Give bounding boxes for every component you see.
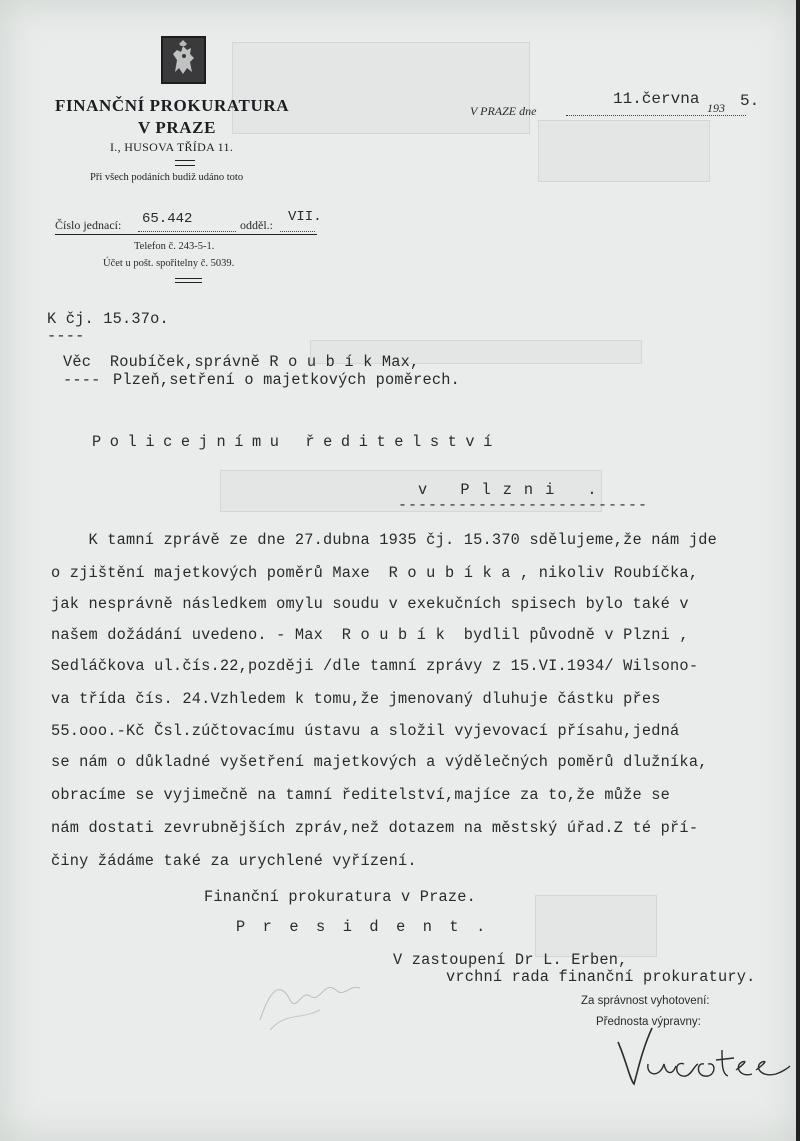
date-year-suffix: 5. (740, 92, 760, 110)
body-line: o zjištění majetkových poměrů Maxe R o u b í k a , nikoliv Roubíčka, (51, 564, 699, 582)
closing-office: Finanční prokuratura v Praze. (204, 888, 477, 906)
show-through-mark (232, 42, 530, 134)
letter-reference: K čj. 15.37o. (47, 310, 169, 328)
verification-line-1: Za správnost vyhotovení: (581, 995, 710, 1007)
date-value: 11.června (613, 90, 700, 108)
subject-line-2: Plzeň,setření o majetkových poměrech. (113, 371, 461, 389)
office-name: FINANČNÍ PROKURATURA (55, 96, 290, 115)
addressee-line-1: Policejnímu ředitelství (92, 433, 501, 451)
show-through-mark (535, 895, 657, 957)
date-year-prefix: 193 (707, 101, 725, 115)
verification-line-2: Přednosta výpravny: (596, 1016, 701, 1028)
reference-label: Číslo jednací: (55, 218, 122, 232)
addressee-underline: ------------------------- (398, 497, 649, 514)
header-divider-bottom (175, 278, 202, 283)
reference-number: 65.442 (142, 211, 193, 227)
office-city: V PRAZE (138, 118, 217, 137)
office-address: I., HUSOVA TŘÍDA 11. (110, 140, 234, 154)
body-line: va třída čís. 24.Vzhledem k tomu,že jmenovaný dluhuje částku přes (51, 690, 661, 708)
date-label: V PRAZE dne (470, 104, 537, 118)
header-divider (175, 160, 195, 166)
coat-of-arms-icon (161, 36, 206, 84)
letter-reference-dashes: ---- (47, 327, 85, 345)
signature-line-1: V zastoupení Dr L. Erben, (393, 951, 628, 969)
show-through-mark (538, 120, 710, 182)
pencil-scribble (250, 960, 370, 1040)
body-line: K tamní zprávě ze dne 27.dubna 1935 čj. 15.370 sdělujeme,že nám jde (51, 531, 717, 549)
body-line: se nám o důkladné vyšetření majetkových a výdělečných poměrů dlužníka, (51, 753, 708, 771)
signature-line-2: vrchní rada finanční prokuratury. (446, 968, 756, 986)
phone-number: Telefon č. 243-5-1. (134, 241, 215, 252)
department-number: VII. (288, 209, 322, 225)
body-line: Sedláčkova ul.čís.22,později /dle tamní zprávy z 15.VI.1934/ Wilsono- (51, 657, 699, 675)
body-line: obracíme se vyjimečně na tamní ředitelství,majíce za to,že může se (51, 786, 671, 804)
closing-president: President. (236, 918, 503, 936)
header-note: Při všech podáních budiž udáno toto (90, 172, 244, 183)
department-label: odděl.: (240, 218, 273, 232)
body-line: 55.ooo.-Kč Čsl.zúčtovacímu ústavu a složil vyjevovací přísahu,jedná (51, 722, 680, 740)
body-line: našem dožádání uvedeno. - Max R o u b í k bydlil původně v Plzni , (51, 626, 689, 644)
subject-dashes-2: ---- (63, 371, 101, 389)
reference-underline (55, 234, 317, 235)
body-line: nám dostati zevrubnějších zpráv,než dotazem na městský úřad.Z té pří- (51, 819, 699, 837)
department-dotline (280, 231, 315, 232)
reference-dotline (138, 231, 236, 232)
handwritten-signature (612, 1020, 792, 1090)
addressee-line-2: v Plzni . (418, 481, 609, 499)
body-line: činy žádáme také za urychlené vyřízení. (51, 852, 417, 870)
subject-line-1: Věc Roubíček,správně R o u b í k Max, (63, 353, 420, 371)
body-line: jak nesprávně následkem omylu soudu v exekučních spisech bylo také v (51, 595, 689, 613)
postal-account: Účet u pošt. spořitelny č. 5039. (103, 258, 235, 269)
page-edge (796, 0, 800, 1141)
